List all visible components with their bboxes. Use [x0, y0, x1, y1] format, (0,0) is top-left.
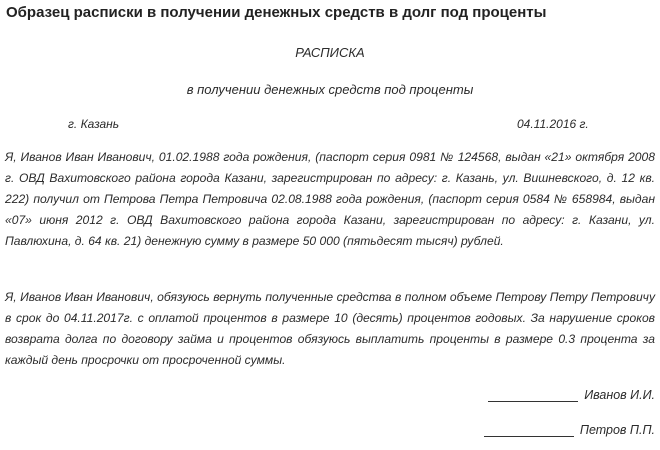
signature-row — [484, 423, 655, 437]
signature-row — [488, 388, 655, 402]
signatory-name: Петров П.П. — [579, 423, 655, 437]
document-place: г. Казань — [68, 117, 120, 131]
document-subheading: в получении денежных средств под проценты — [186, 82, 474, 97]
signature-line — [488, 389, 578, 402]
signatory-name: Иванов И.И. — [584, 388, 655, 402]
document-date: 04.11.2016 г. — [517, 117, 589, 131]
paragraph-receipt: Я, Иванов Иван Иванович, 01.02.1988 года рождения, (паспорт серия 0981 № 124568, выдан «21» октября 2008 г. ОВД Вахитовского района города Казани, зарегистрирован по адресу: г. Казань, ул. Вишневского, д. 12 кв. 222) получил от Петрова Петра Петровича 02.08.1988 года рождения, (паспорт серия 0584 № 658984, выдан «07» июня 2012 г. ОВД Вахитовского района города Казани, зарегистрирован по адресу: г. Казани, ул. Павлюхина, д. 64 кв. 21) денежную сумму в размере 50 000 (пятьдесят тысяч) рублей. — [5, 150, 655, 248]
document-heading: РАСПИСКА — [295, 45, 365, 60]
receipt-document — [0, 30, 660, 450]
paragraph-obligation: Я, Иванов Иван Иванович, обязуюсь вернуть полученные средства в полном объеме Петрову Петру Петровичу в срок до 04.11.2017г. с оплатой процентов в размере 10 (десять) процентов годовых. За нарушение сроков возврата долга по договору займа и процентов обязуюсь выплатить проценты в размере 0.3 процента за каждый день просрочки от просроченной суммы. — [5, 290, 655, 367]
signature-line — [484, 424, 574, 437]
page-title: Образец расписки в получении денежных средств в долг под проценты — [6, 4, 547, 21]
